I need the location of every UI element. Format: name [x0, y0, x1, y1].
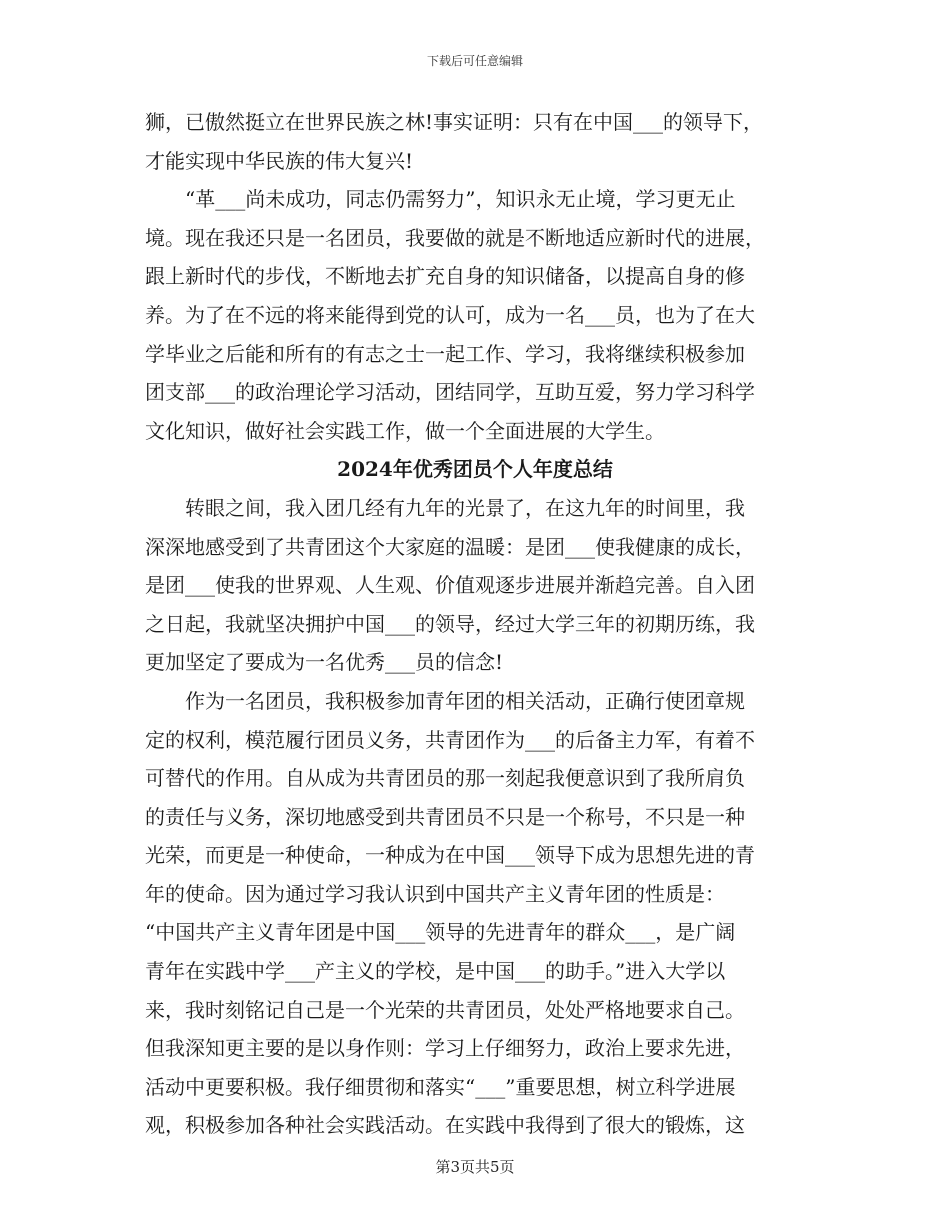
text-line: 跟上新时代的步伐，不断地去扩充自身的知识储备，以提高自身的修 [145, 264, 745, 289]
page-number: 第3页共5页 [435, 1158, 515, 1176]
text-line: “中国共产主义青年团是中国___领导的先进青年的群众___，是广阔 [145, 920, 736, 945]
text-line: 是团___使我的世界观、人生观、价值观逐步进展并渐趋完善。自入团 [145, 573, 755, 598]
text-line: 年的使命。因为通过学习我认识到中国共产主义青年团的性质是： [145, 881, 725, 906]
text-line: 作为一名团员，我积极参加青年团的相关活动，正确行使团章规 [145, 688, 745, 713]
text-line: 但我深知更主要的是以身作则：学习上仔细努力，政治上要求先进， [145, 1036, 745, 1061]
text-line: 青年在实践中学___产主义的学校，是中国___的助手。”进入大学以 [145, 959, 726, 984]
page-header: 下载后可任意编辑 [426, 54, 523, 68]
document-body [145, 103, 805, 1145]
text-line: 观，积极参加各种社会实践活动。在实践中我得到了很大的锻炼，这 [145, 1113, 745, 1138]
text-line: 光荣，而更是一种使命，一种成为在中国___领导下成为思想先进的青 [145, 843, 755, 868]
text-line: 学毕业之后能和所有的有志之士一起工作、学习，我将继续积极参加 [145, 341, 745, 366]
text-line: 养。为了在不远的将来能得到党的认可，成为一名___员，也为了在大 [145, 302, 755, 327]
text-line: 可替代的作用。自从成为共青团员的那一刻起我便意识到了我所肩负 [145, 766, 745, 791]
text-line: 活动中更要积极。我仔细贯彻和落实“___”重要思想，树立科学进展 [145, 1074, 736, 1099]
text-line: 文化知识，做好社会实践工作，做一个全面进展的大学生。 [145, 418, 665, 443]
text-line: 境。现在我还只是一名团员，我要做的就是不断地适应新时代的进展， [145, 225, 765, 250]
text-line: 定的权利，模范履行团员义务，共青团作为___的后备主力军，有着不 [145, 727, 755, 752]
text-line: 转眼之间，我入团几经有九年的光景了，在这九年的时间里，我 [145, 495, 745, 520]
text-line: 之日起，我就坚决拥护中国___的领导，经过大学三年的初期历练，我 [145, 611, 755, 636]
text-line: 更加坚定了要成为一名优秀___员的信念! [145, 650, 504, 675]
text-line: “革___尚未成功，同志仍需努力”，知识永无止境，学习更无止 [145, 187, 736, 212]
text-line: 深深地感受到了共青团这个大家庭的温暖：是团___使我健康的成长， [145, 534, 755, 559]
text-line: 狮，已傲然挺立在世界民族之林!事实证明：只有在中国___的领导下， [145, 110, 764, 134]
section-title: 2024年优秀团员个人年度总结 [337, 457, 613, 482]
text-line: 才能实现中华民族的伟大复兴! [145, 148, 414, 173]
text-line: 的责任与义务，深切地感受到共青团员不只是一个称号，不只是一种 [145, 804, 745, 829]
text-line: 团支部___的政治理论学习活动，团结同学，互助互爱，努力学习科学 [145, 380, 755, 405]
text-line: 来，我时刻铭记自己是一个光荣的共青团员，处处严格地要求自己。 [145, 997, 745, 1022]
